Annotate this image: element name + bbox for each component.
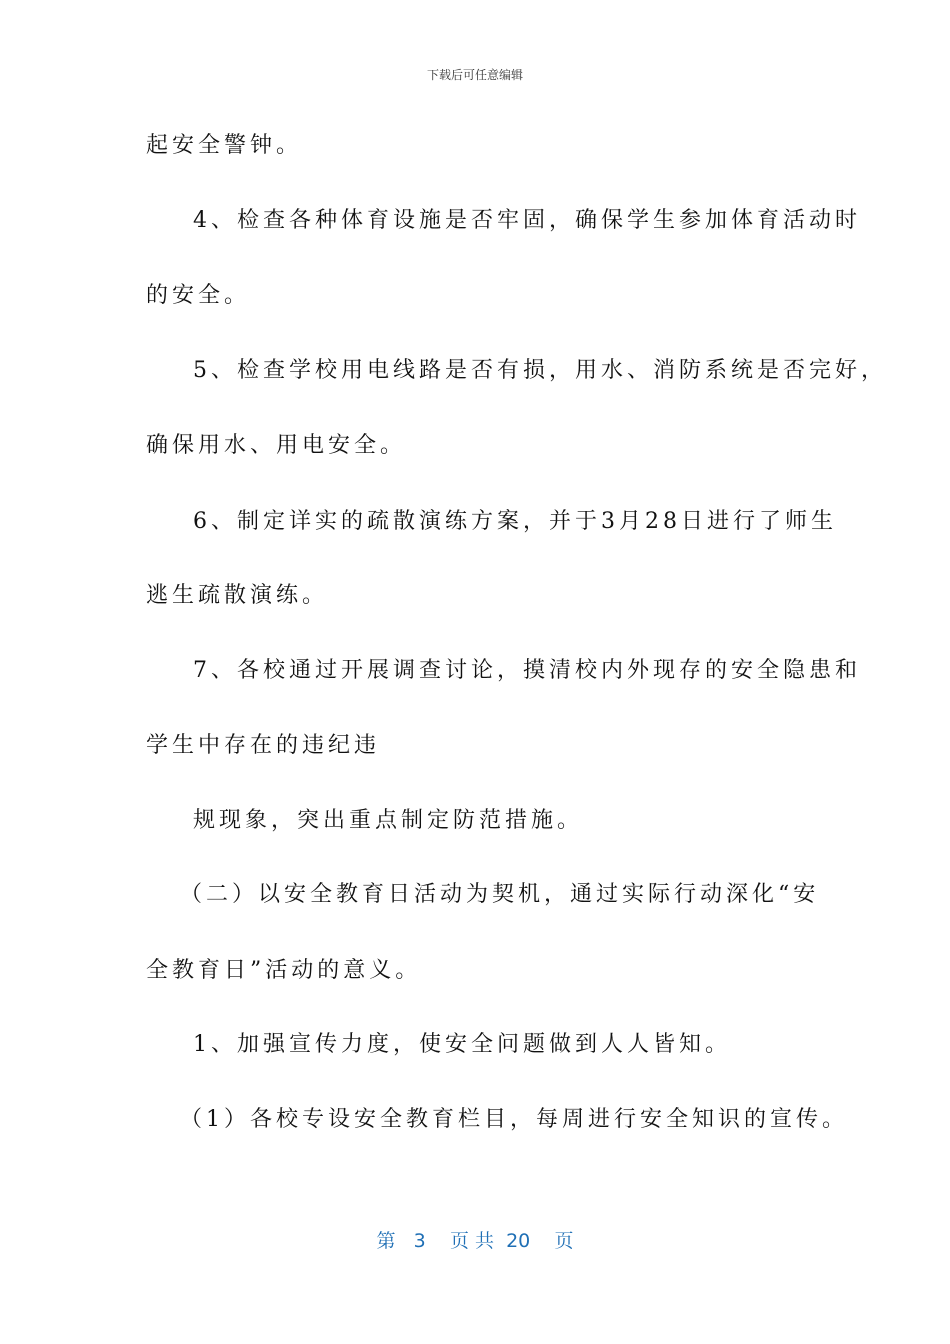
body-line: 4、检查各种体育设施是否牢固，确保学生参加体育活动时 [193, 208, 861, 233]
body-line: 逃生疏散演练。 [146, 583, 329, 608]
footer-page-number: 3 [413, 1230, 426, 1252]
body-line: （二）以安全教育日活动为契机，通过实际行动深化“安 [180, 882, 820, 907]
body-line: 5、检查学校用电线路是否有损，用水、消防系统是否完好， [193, 358, 887, 383]
body-line: （1）各校专设安全教育栏目，每周进行安全知识的宣传。 [180, 1107, 848, 1132]
body-line: 全教育日”活动的意义。 [146, 958, 422, 983]
body-line: 学生中存在的违纪违 [146, 733, 381, 758]
footer-suffix: 页 [554, 1230, 574, 1252]
body-line: 的安全。 [146, 283, 251, 308]
footer-middle: 页 共 [449, 1230, 494, 1252]
body-line: 6、制定详实的疏散演练方案，并于3月28日进行了师生 [193, 509, 837, 534]
body-line: 7、各校通过开展调查讨论，摸清校内外现存的安全隐患和 [193, 658, 861, 683]
page-footer [0, 1226, 950, 1253]
body-line: 1、加强宣传力度，使安全问题做到人人皆知。 [193, 1032, 731, 1057]
header-note: 下载后可任意编辑 [426, 68, 523, 82]
body-line: 规现象，突出重点制定防范措施。 [193, 808, 584, 833]
footer-total-pages: 20 [506, 1230, 531, 1252]
footer-prefix: 第 [376, 1230, 396, 1252]
body-line: 起安全警钟。 [146, 133, 303, 158]
body-line: 确保用水、用电安全。 [146, 433, 407, 458]
